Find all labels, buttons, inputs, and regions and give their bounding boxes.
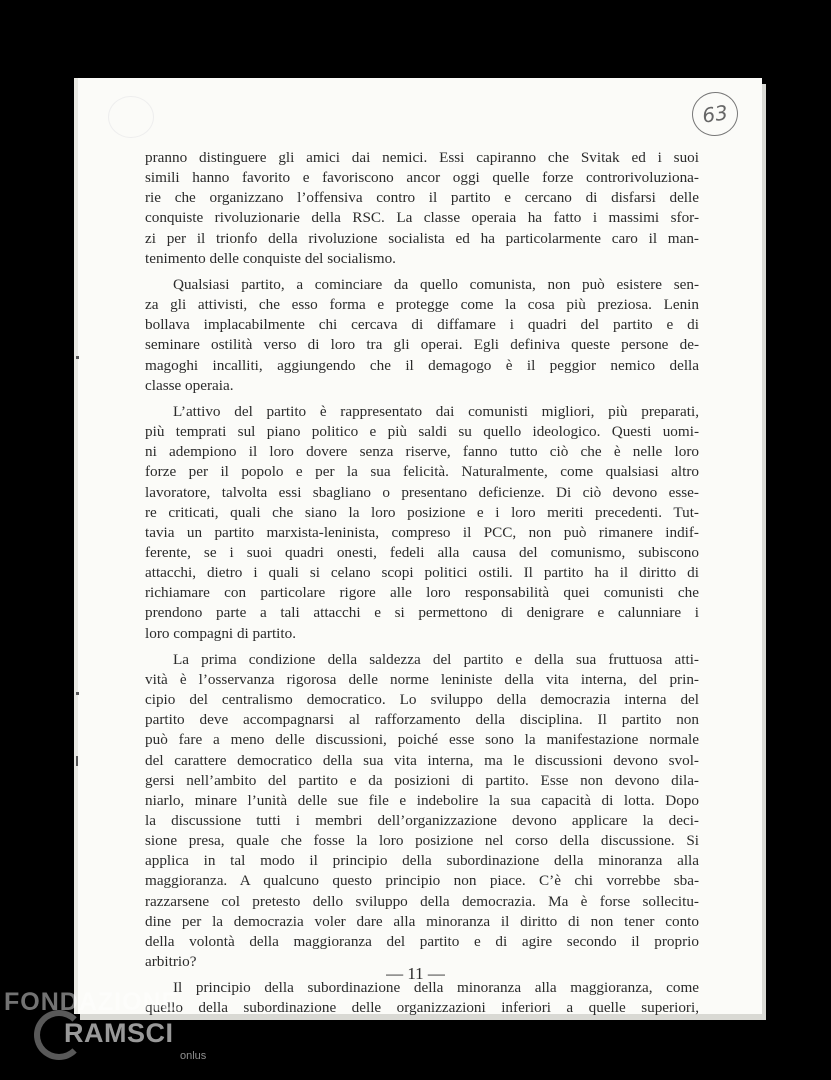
paragraph-4 [145,650,699,973]
text-line: dine per la democrazia voler dare alla minoranza il diritto di non tener conto [145,912,699,930]
text-line: partito deve accompagnarsi al rafforzamento della disciplina. Il partito non [145,711,699,729]
text-line: richiamare con particolare rigore alle loro responsabilità quei comunisti che [145,584,699,602]
paragraph-2 [145,275,699,396]
text-line: L’attivo del partito è rappresentato dai comunisti migliori, più preparati, [173,402,699,420]
text-line: za gli attivisti, che esso forma e protegge come la cosa più preziosa. Lenin [145,296,699,314]
text-line: simili hanno favorito e favoriscono ancor oggi quelle forze controrivoluziona- [145,169,699,187]
text-line: Qualsiasi partito, a cominciare da quello comunista, non può esistere sen- [173,275,699,293]
paragraph-5 [145,978,699,1018]
margin-tick-2 [76,692,79,695]
handwritten-page-number-text: 63 [700,100,730,128]
text-line: quello della subordinazione delle organizzazioni inferiori a quelle superiori, [145,999,699,1017]
text-line: seminare ostilità verso di loro tra gli operai. Egli definiva queste persone de- [145,336,699,354]
text-line: pranno distinguere gli amici dai nemici. Essi capiranno che Svitak ed i suoi [145,149,699,166]
margin-tick-3 [76,756,78,766]
text-line: maggioranza. A qualcuno questo principio non piace. C’è chi vorrebbe sba- [145,872,699,890]
text-line: re criticati, quali che siano la loro posizione e i loro meriti precedenti. Tut- [145,503,699,521]
body-text [145,148,699,1025]
text-line: ferente, se i suoi quadri onesti, fedeli alla causa del comunismo, subiscono [145,543,699,561]
text-line: del carattere democratico della sua vita interna, ma le discussioni devono svol- [145,751,699,769]
text-line: Il principio della subordinazione della minoranza alla maggioranza, come [173,979,699,997]
text-line: della volontà della maggioranza del partito e di agire secondo il proprio [145,932,699,950]
text-line: forze per il popolo e per la sua felicità. Naturalmente, come qualsiasi altro [145,463,699,481]
text-line: arbitrio? [145,953,197,971]
text-line: classe operaia. [145,376,234,394]
text-line: ni adempiono il loro dovere senza riserve, fanno tutto ciò che è nelle loro [145,443,699,461]
text-line: zi per il trionfo della rivoluzione socialista ed ha particolarmente caro il man- [145,229,699,247]
folio-text: — 11 — [386,964,445,983]
text-line: niarlo, minare l’unità delle sue file e indebolire la sua capacità di lotta. Dopo [145,791,699,809]
text-line: può fare a meno delle discussioni, poiché esse sono la manifestazione normale [145,731,699,749]
text-line: sione presa, quale che fosse la loro posizione nel corso della discussione. Si [145,832,699,850]
text-line: gersi nell’ambito del partito e da posizioni di partito. Esse non devono dila- [145,771,699,789]
text-line: La prima condizione della saldezza del partito e della sua fruttuosa atti- [173,650,699,668]
foundation-watermark [4,988,224,1078]
watermark-line-1: FONDAZIONE [4,988,180,1016]
text-line: più temprati sul piano politico e più saldi su quello ideologico. Questi uomi- [145,423,699,441]
text-line: lavoratore, talvolta essi sbagliano o presentano deficienze. Di ciò devono esse- [145,483,699,501]
text-line: applica in tal modo il principio della subordinazione della minoranza alla [145,852,699,870]
paragraph-1 [145,148,699,269]
text-line: rie che organizzano l’offensiva contro il partito e cercano di disfarsi delle [145,189,699,207]
page-edge [74,78,78,1014]
text-line: loro compagni di partito. [145,624,296,642]
text-line: tavia un partito marxista-leninista, compreso il PCC, non può rimanere indif- [145,523,699,541]
text-line: razzarsene col pretesto dello sviluppo della democrazia. Ma è forse sollecitu- [145,892,699,910]
faint-stamp-mark [108,96,154,138]
text-line: conquiste rivoluzionarie della RSC. La classe operaia ha fatto i massimi sfor- [145,209,699,227]
text-line: attacchi, dietro i quali si celano scopi politici ostili. Il partito ha il diritto di [145,564,699,582]
text-line: prendono parte a tali attacchi e si permettono di denigrare e calunniare i [145,604,699,622]
margin-tick-1 [76,356,79,359]
text-line: la discussione tutti i membri dell’organizzazione devono applicare la deci- [145,812,699,829]
watermark-line-3: onlus [180,1050,207,1062]
text-line: cipio del centralismo democratico. Lo sviluppo della democrazia interna del [145,691,699,709]
paragraph-3 [145,402,699,644]
text-line: vità è l’osservanza rigorosa delle norme leniniste della vita interna, del prin- [145,670,699,688]
text-line: bollava implacabilmente chi cercava di diffamare i quadri del partito e di [145,316,699,334]
watermark-line-2: RAMSCI [64,1018,174,1048]
text-line: magoghi incalliti, aggiungendo che il demagogo è il peggior nemico della [145,356,699,374]
page-folio [0,964,831,984]
text-line: tenimento delle conquiste del socialismo. [145,249,396,267]
